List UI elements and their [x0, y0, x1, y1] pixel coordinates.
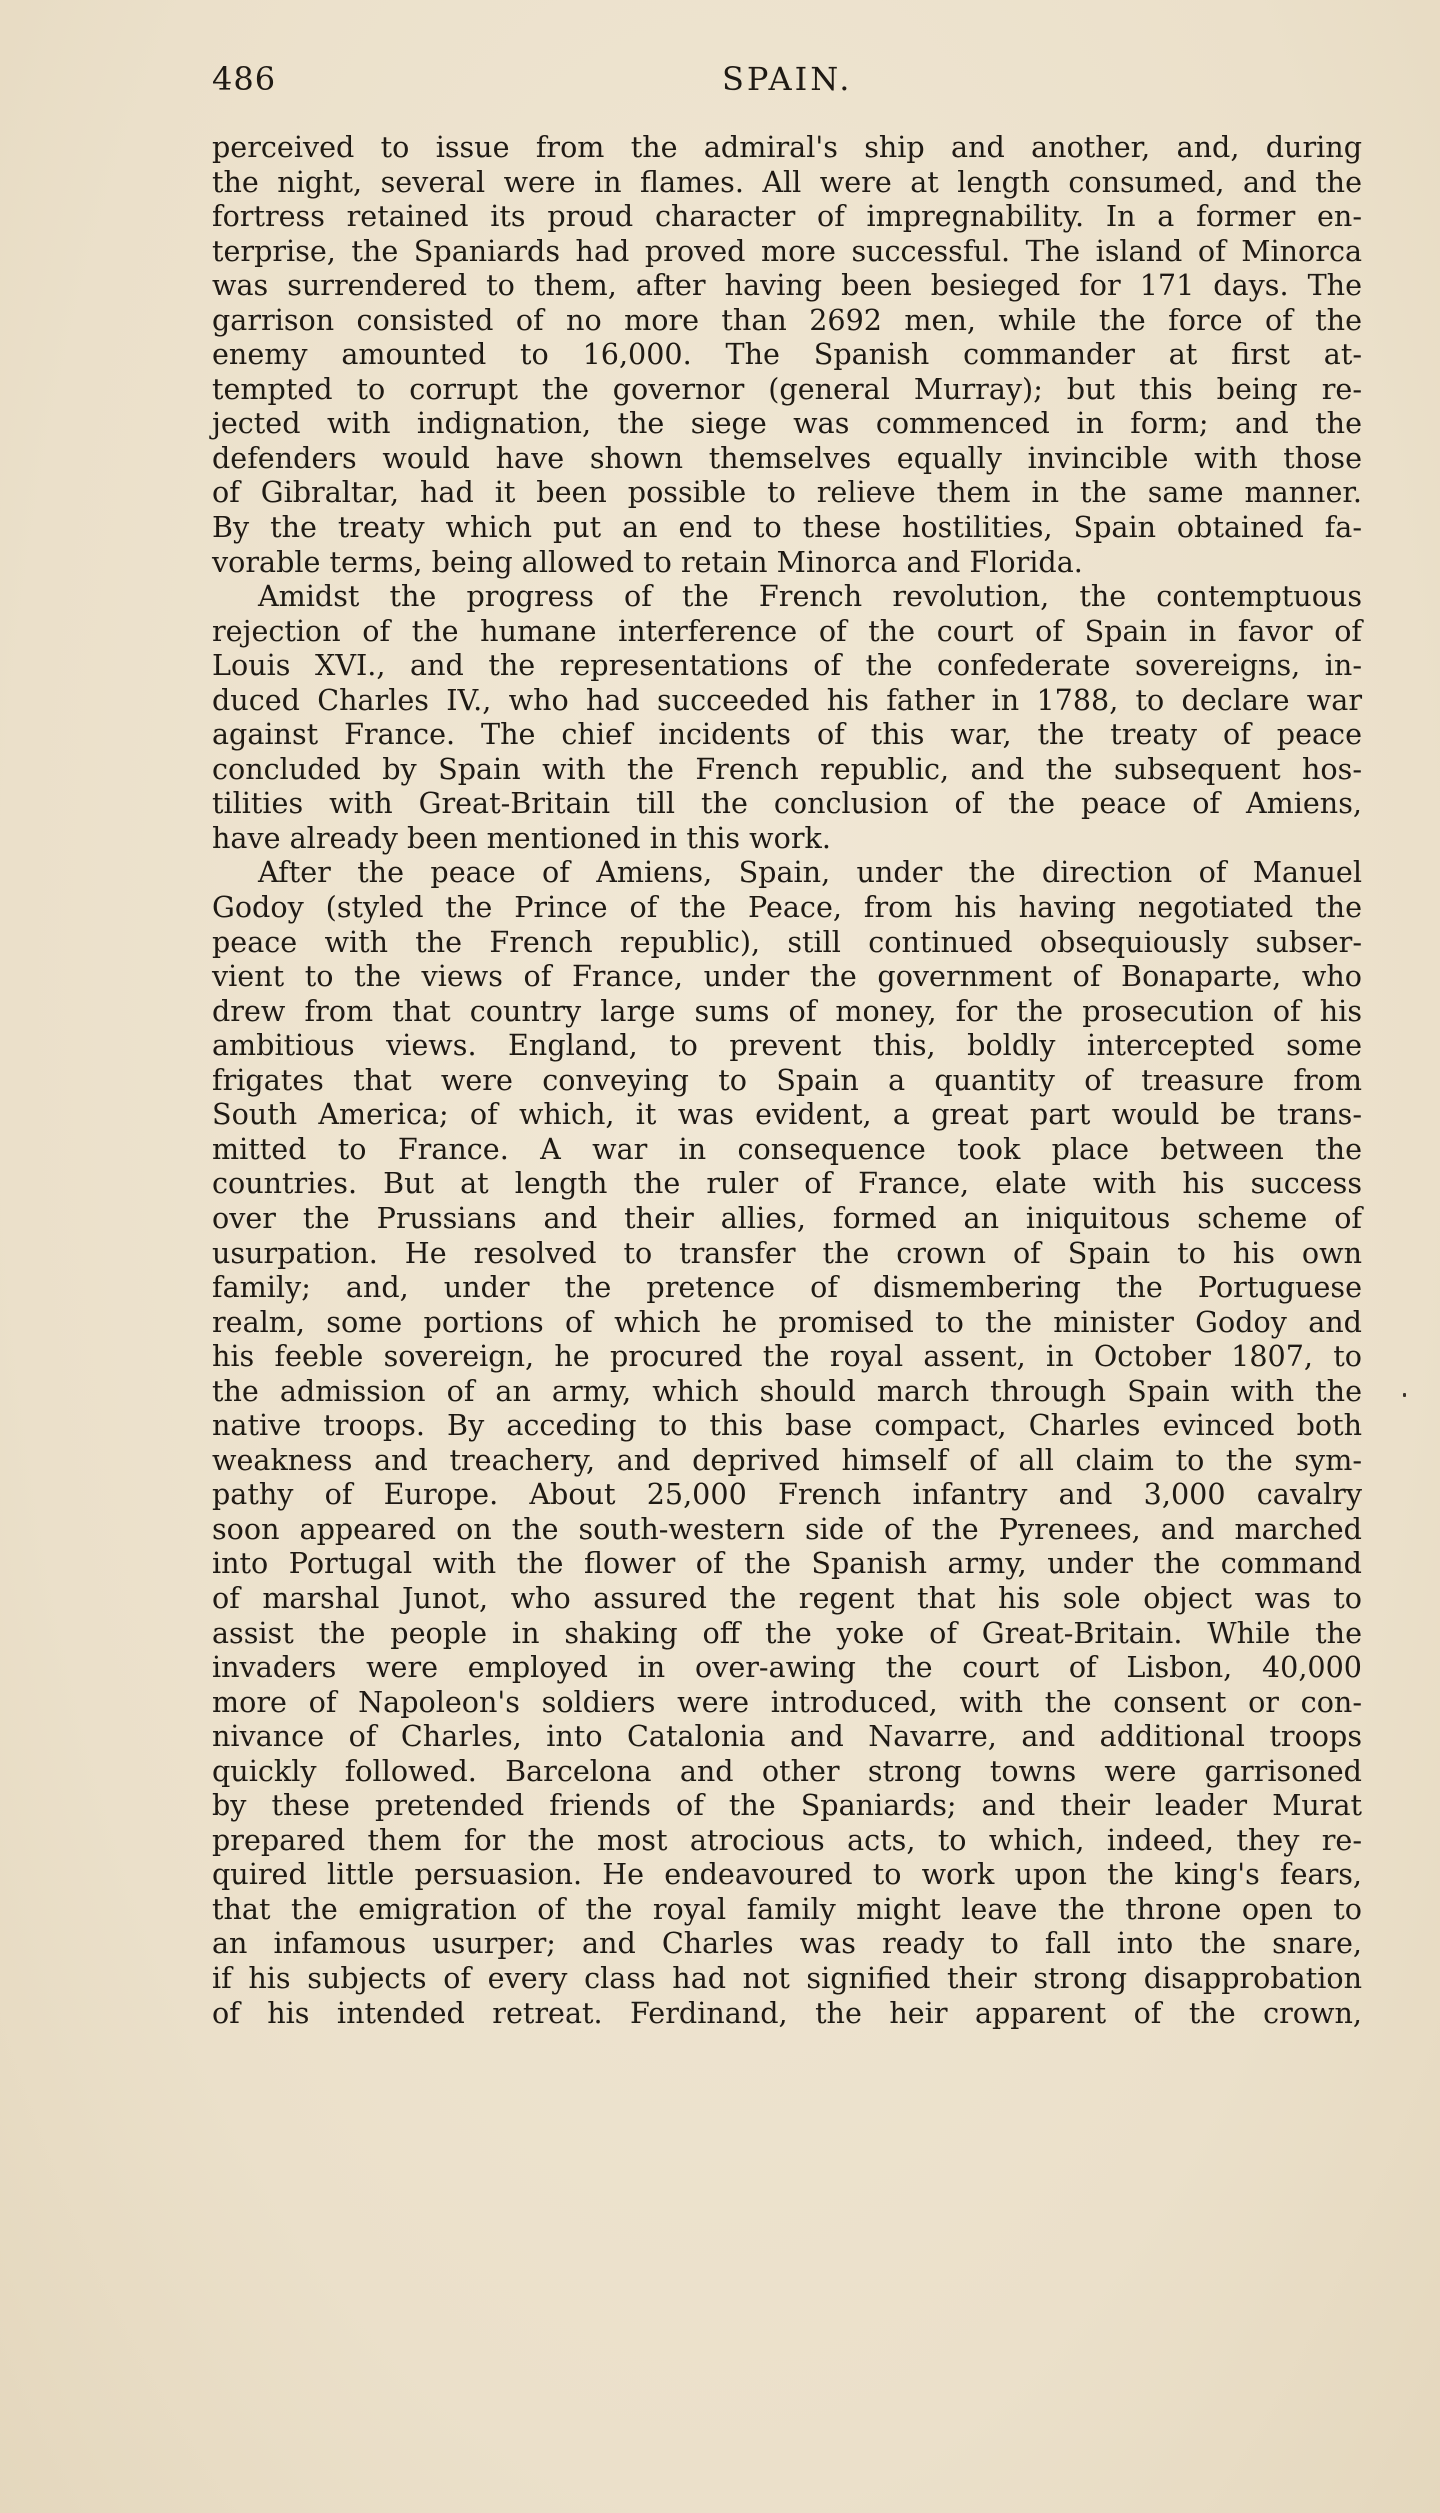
text-line: if his subjects of every class had not signified their strong disapprobation — [212, 1960, 1362, 1995]
paragraph-end-line: vorable terms, being allowed to retain Minorca and Florida. — [212, 544, 1083, 579]
text-line: terprise, the Spaniards had proved more successful. The island of Minorca — [212, 233, 1362, 268]
text-line: concluded by Spain with the French republic, and the subsequent hos- — [212, 751, 1362, 786]
text-line: of his intended retreat. Ferdinand, the heir apparent of the crown, — [212, 1995, 1362, 2030]
text-line: the night, several were in flames. All were at length consumed, and the — [212, 164, 1362, 199]
text-line: fortress retained its proud character of impregnability. In a former en- — [212, 199, 1362, 234]
ink-speck — [1403, 1393, 1406, 1397]
text-line: quickly followed. Barcelona and other strong towns were garrisoned — [212, 1753, 1362, 1788]
text-line: jected with indignation, the siege was commenced in form; and the — [212, 406, 1362, 441]
text-line: frigates that were conveying to Spain a quantity of treasure from — [212, 1062, 1362, 1097]
text-line: an infamous usurper; and Charles was ready to fall into the snare, — [212, 1926, 1362, 1961]
text-line: vient to the views of France, under the government of Bonaparte, who — [212, 959, 1362, 994]
text-line: ambitious views. England, to prevent this, boldly intercepted some — [212, 1028, 1362, 1063]
text-line: over the Prussians and their allies, formed an iniquitous scheme of — [212, 1200, 1362, 1235]
text-line: South America; of which, it was evident, a great part would be trans- — [212, 1097, 1362, 1132]
text-line: usurpation. He resolved to transfer the crown of Spain to his own — [212, 1235, 1362, 1270]
text-line: native troops. By acceding to this base compact, Charles evinced both — [212, 1408, 1362, 1443]
text-line: realm, some portions of which he promised to the minister Godoy and — [212, 1304, 1362, 1339]
text-line: nivance of Charles, into Catalonia and Navarre, and additional troops — [212, 1719, 1362, 1754]
text-line: that the emigration of the royal family might leave the throne open to — [212, 1891, 1362, 1926]
text-line: countries. But at length the ruler of France, elate with his success — [212, 1166, 1362, 1201]
paragraph-start-line: After the peace of Amiens, Spain, under the direction of Manuel — [258, 855, 1362, 890]
text-line: by these pretended friends of the Spaniards; and their leader Murat — [212, 1788, 1362, 1823]
text-line: By the treaty which put an end to these hostilities, Spain obtained fa- — [212, 510, 1362, 545]
running-head: SPAIN. — [722, 60, 853, 98]
text-line: weakness and treachery, and deprived himself of all claim to the sym- — [212, 1442, 1362, 1477]
text-line: peace with the French republic), still continued obsequiously subser- — [212, 924, 1362, 959]
text-line: assist the people in shaking off the yoke of Great-Britain. While the — [212, 1615, 1362, 1650]
paragraph-start-line: Amidst the progress of the French revolution, the contemptuous — [258, 579, 1362, 614]
text-line: pathy of Europe. About 25,000 French infantry and 3,000 cavalry — [212, 1477, 1362, 1512]
paragraph-end-line: have already been mentioned in this work. — [212, 820, 831, 855]
text-line: more of Napoleon's soldiers were introduced, with the consent or con- — [212, 1684, 1362, 1719]
text-line: the admission of an army, which should march through Spain with the — [212, 1373, 1362, 1408]
text-line: mitted to France. A war in consequence took place between the — [212, 1131, 1362, 1166]
text-line: tilities with Great-Britain till the conclusion of the peace of Amiens, — [212, 786, 1362, 821]
page-number: 486 — [212, 60, 277, 98]
text-line: into Portugal with the flower of the Spanish army, under the command — [212, 1546, 1362, 1581]
text-line: against France. The chief incidents of this war, the treaty of peace — [212, 717, 1362, 752]
text-line: of Gibraltar, had it been possible to relieve them in the same manner. — [212, 475, 1362, 510]
text-line: drew from that country large sums of money, for the prosecution of his — [212, 993, 1362, 1028]
text-line: quired little persuasion. He endeavoured to work upon the king's fears, — [212, 1857, 1362, 1892]
text-line: duced Charles IV., who had succeeded his father in 1788, to declare war — [212, 682, 1362, 717]
text-line: soon appeared on the south-western side of the Pyrenees, and marched — [212, 1511, 1362, 1546]
text-line: of marshal Junot, who assured the regent that his sole object was to — [212, 1580, 1362, 1615]
text-line: family; and, under the pretence of dismembering the Portuguese — [212, 1270, 1362, 1305]
body-text — [212, 130, 1362, 2030]
text-line: his feeble sovereign, he procured the royal assent, in October 1807, to — [212, 1339, 1362, 1374]
page-header — [212, 60, 1362, 108]
text-line: Godoy (styled the Prince of the Peace, from his having negotiated the — [212, 890, 1362, 925]
text-line: was surrendered to them, after having been besieged for 171 days. The — [212, 268, 1362, 303]
text-line: prepared them for the most atrocious acts, to which, indeed, they re- — [212, 1822, 1362, 1857]
text-line: invaders were employed in over-awing the court of Lisbon, 40,000 — [212, 1650, 1362, 1685]
text-line: defenders would have shown themselves equally invincible with those — [212, 440, 1362, 475]
text-line: tempted to corrupt the governor (general Murray); but this being re- — [212, 371, 1362, 406]
text-line: enemy amounted to 16,000. The Spanish commander at first at- — [212, 337, 1362, 372]
text-line: Louis XVI., and the representations of the confederate sovereigns, in- — [212, 648, 1362, 683]
text-line: perceived to issue from the admiral's ship and another, and, during — [212, 130, 1362, 164]
text-line: rejection of the humane interference of the court of Spain in favor of — [212, 613, 1362, 648]
text-line: garrison consisted of no more than 2692 men, while the force of the — [212, 302, 1362, 337]
